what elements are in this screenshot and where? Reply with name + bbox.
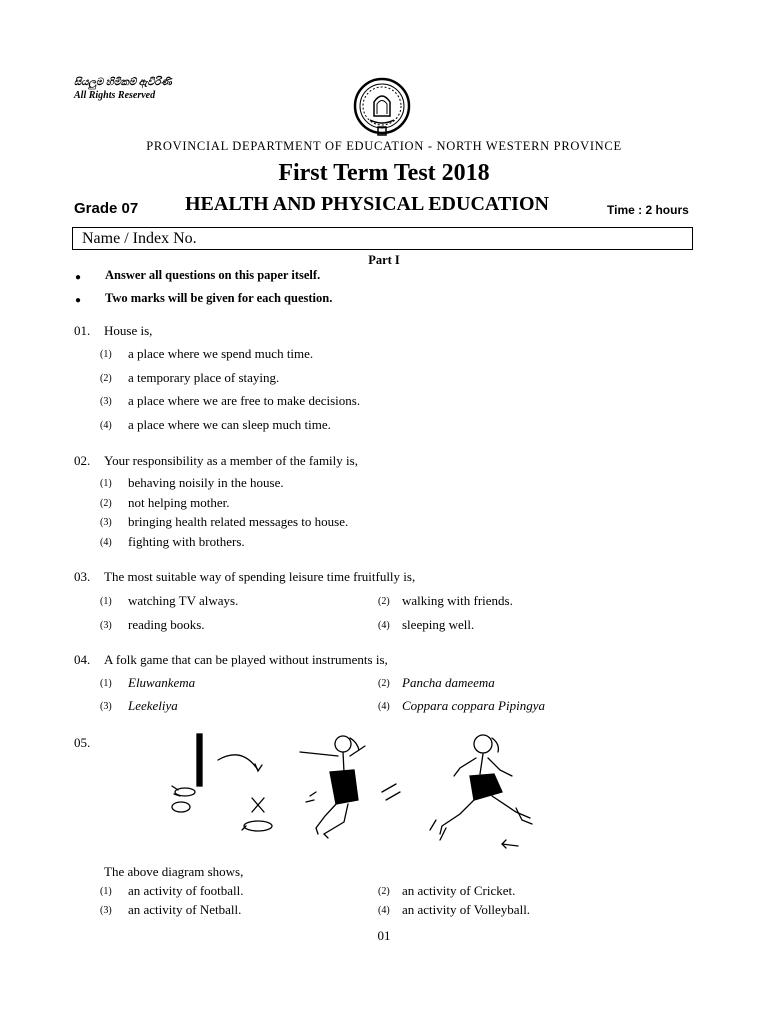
option-text: a place where we spend much time. bbox=[128, 346, 314, 361]
option-text: not helping mother. bbox=[128, 495, 230, 510]
option-number: (3) bbox=[100, 701, 112, 712]
part-heading: Part I bbox=[368, 253, 400, 267]
option-number: (1) bbox=[100, 678, 112, 689]
option-text: an activity of Cricket. bbox=[402, 883, 516, 898]
option-number: (2) bbox=[100, 373, 112, 384]
option-number: (2) bbox=[100, 498, 112, 509]
name-index-label: Name / Index No. bbox=[82, 230, 197, 247]
bullet-icon: ● bbox=[75, 295, 82, 306]
option-text: a temporary place of staying. bbox=[128, 370, 280, 385]
sri-lanka-emblem-icon bbox=[352, 76, 412, 138]
option-number: (1) bbox=[100, 478, 112, 489]
option-text: Leekeliya bbox=[128, 698, 178, 713]
option-number: (3) bbox=[100, 620, 112, 631]
option-text: watching TV always. bbox=[128, 593, 239, 608]
question-number: 02. bbox=[74, 453, 91, 468]
option-number: (1) bbox=[100, 886, 112, 897]
option-number: (3) bbox=[100, 905, 112, 916]
question-text: The above diagram shows, bbox=[104, 864, 244, 879]
question-number: 05. bbox=[74, 735, 91, 750]
rights-sinhala: සියලුම හිමිකම් ඇවිරිණි bbox=[74, 77, 172, 88]
option-text: walking with friends. bbox=[402, 593, 513, 608]
option-number: (4) bbox=[100, 420, 112, 431]
option-number: (4) bbox=[378, 620, 390, 631]
question-text: Your responsibility as a member of the family is, bbox=[104, 453, 358, 468]
option-text: sleeping well. bbox=[402, 617, 475, 632]
subject-title: HEALTH AND PHYSICAL EDUCATION bbox=[185, 193, 549, 215]
question-number: 04. bbox=[74, 652, 91, 667]
time-label: Time : 2 hours bbox=[607, 203, 689, 217]
option-text: Pancha dameema bbox=[402, 675, 495, 690]
option-number: (4) bbox=[100, 537, 112, 548]
option-text: bringing health related messages to house. bbox=[128, 514, 349, 529]
all-rights-reserved bbox=[74, 76, 172, 102]
option-number: (4) bbox=[378, 701, 390, 712]
option-text: a place where we are free to make decisions. bbox=[128, 393, 361, 408]
option-number: (3) bbox=[100, 396, 112, 407]
option-text: an activity of Volleyball. bbox=[402, 902, 531, 917]
grade-label: Grade 07 bbox=[74, 200, 139, 217]
test-title: First Term Test 2018 bbox=[278, 160, 490, 186]
option-number: (4) bbox=[378, 905, 390, 916]
option-text: fighting with brothers. bbox=[128, 534, 245, 549]
option-number: (2) bbox=[378, 596, 390, 607]
sports-activity-diagram bbox=[160, 730, 540, 852]
option-text: an activity of Netball. bbox=[128, 902, 242, 917]
option-text: reading books. bbox=[128, 617, 205, 632]
option-number: (3) bbox=[100, 517, 112, 528]
question-text: A folk game that can be played without instruments is, bbox=[104, 652, 388, 667]
question-text: The most suitable way of spending leisure time fruitfully is, bbox=[104, 569, 416, 584]
option-number: (1) bbox=[100, 349, 112, 360]
name-index-field[interactable] bbox=[72, 227, 693, 250]
option-text: an activity of football. bbox=[128, 883, 244, 898]
option-text: Coppara coppara Pipingya bbox=[402, 698, 545, 713]
option-text: a place where we can sleep much time. bbox=[128, 417, 331, 432]
instruction-1: Answer all questions on this paper itself. bbox=[105, 268, 321, 282]
option-text: Eluwankema bbox=[128, 675, 196, 690]
option-text: behaving noisily in the house. bbox=[128, 475, 284, 490]
department-name: PROVINCIAL DEPARTMENT OF EDUCATION - NORTH WESTERN PROVINCE bbox=[146, 139, 622, 153]
bullet-icon: ● bbox=[75, 272, 82, 283]
page-number: 01 bbox=[377, 928, 391, 943]
option-number: (2) bbox=[378, 886, 390, 897]
rights-english: All Rights Reserved bbox=[74, 90, 156, 101]
option-number: (1) bbox=[100, 596, 112, 607]
question-number: 03. bbox=[74, 569, 91, 584]
option-number: (2) bbox=[378, 678, 390, 689]
instruction-2: Two marks will be given for each question. bbox=[105, 291, 333, 305]
question-number: 01. bbox=[74, 323, 91, 338]
question-text: House is, bbox=[104, 323, 153, 338]
